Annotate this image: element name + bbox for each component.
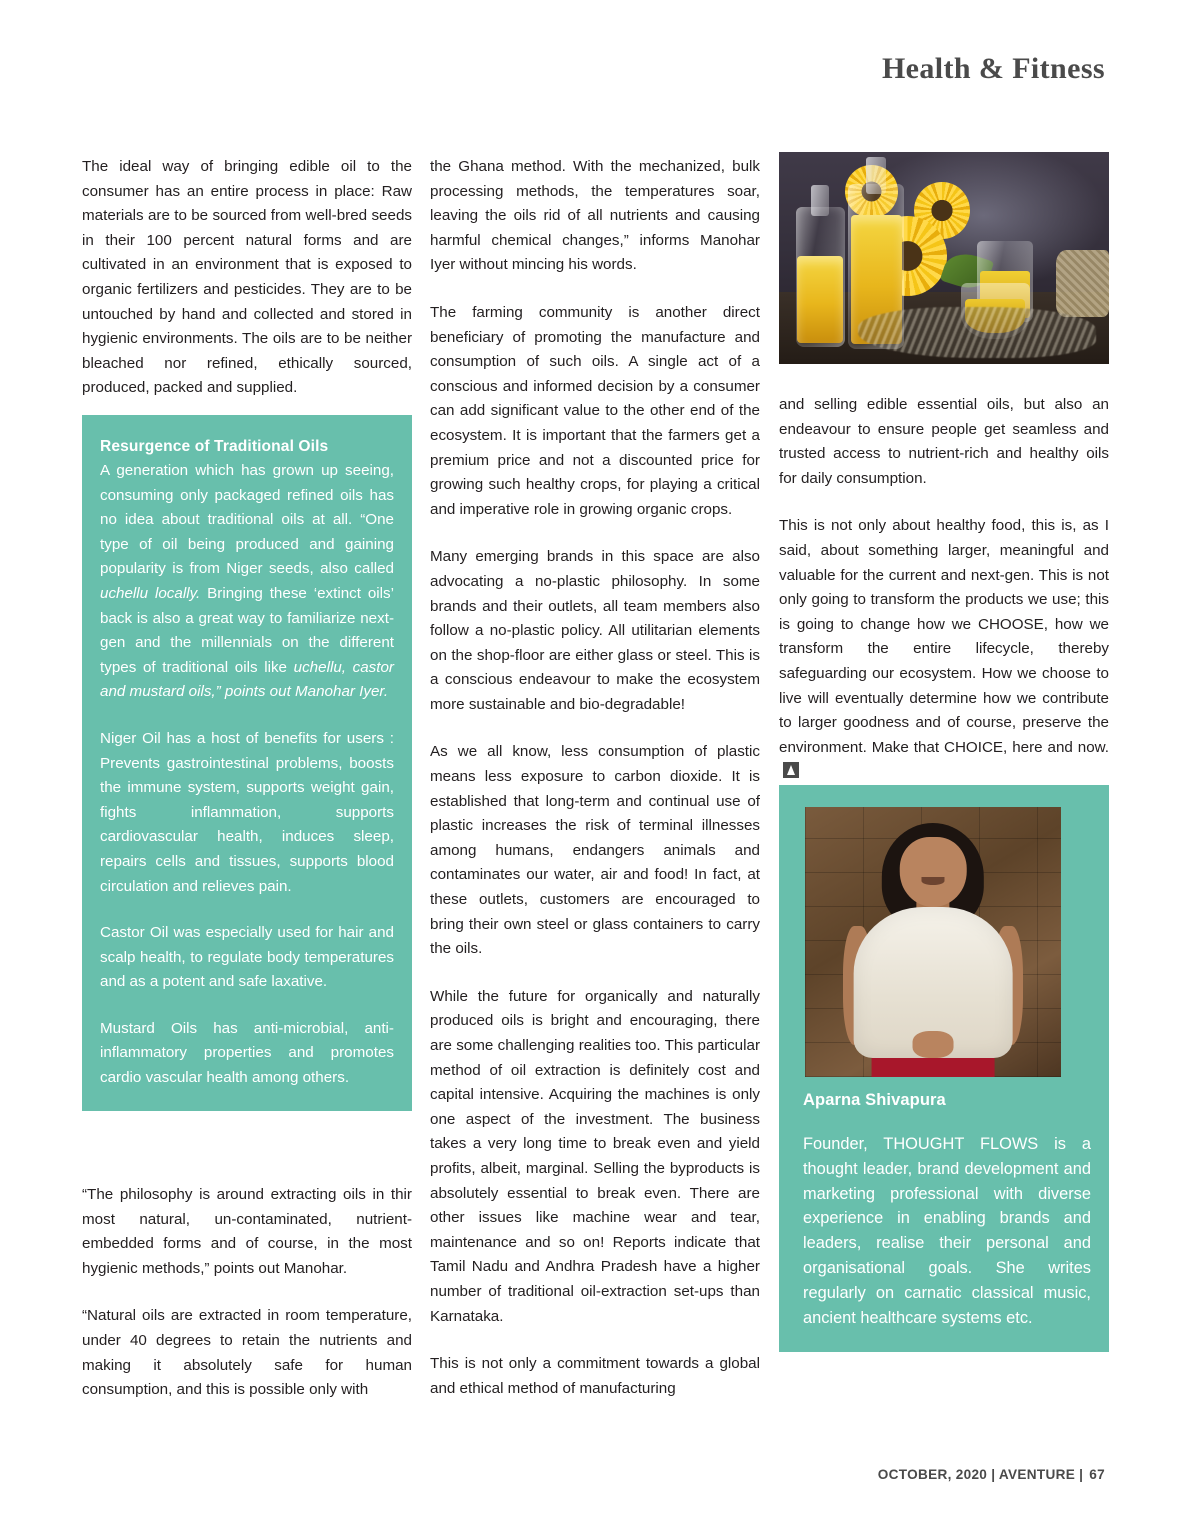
sunflower-oil-photo (779, 152, 1109, 364)
footer-issue: OCTOBER, 2020 | AVENTURE | (877, 1467, 1084, 1482)
oil-fill (797, 256, 843, 343)
column-three (779, 393, 1109, 785)
oil-bottle (796, 207, 846, 347)
end-of-article-icon (783, 762, 799, 778)
paragraph: Many emerging brands in this space are also advocating a no-plastic philosophy. In some brands and their outlets, all team members also follow a no-plastic policy. All utilitarian elements on the shop-floor are either glass or steel. This is a conscious endeavour to make the ecosystem more sustainable and bio-degradable! (430, 548, 760, 713)
paragraph: The farming community is another direct beneficiary of promoting the manufacture and consumption of such oils. A single act of a conscious and informed decision by a consumer can add significant value to the other end of the ecosystem. It is important that the farmers get a premium price and not a discounted price for growing such healthy crops, for playing a critical and imperative role in growing organic crops. (430, 303, 760, 518)
paragraph: the Ghana method. With the mechanized, bulk processing methods, the temperatures soar, leaving the oils rid of all nutrients and causing harmful chemical changes,” informs Manohar Iyer without mincing his words. (430, 158, 760, 274)
author-name: Aparna Shivapura (803, 1091, 946, 1109)
person-face (900, 837, 967, 907)
sidebar-callout-box (82, 415, 412, 1111)
column-one-top (82, 155, 412, 401)
paragraph: This is not only a commitment towards a global and ethical method of manufacturing (430, 1355, 760, 1397)
paragraph: The ideal way of bringing edible oil to the consumer has an entire process in place: Raw materials are to be sourced from well-bred seeds in their 100 percent natural forms and are cultivated in an environment that is exposed to organic fertilizers and pesticides. They are to be untouched by hand and collected and stored in hygienic environments. The oils are to be neither bleached nor refined, ethically sourced, produced, packed and supplied. (82, 158, 412, 397)
page-section-header: Health & Fitness (881, 52, 1105, 85)
sidebar-paragraph (100, 459, 394, 705)
sidebar-heading: Resurgence of Traditional Oils (100, 438, 329, 455)
person-hands (913, 1031, 954, 1058)
author-bio-text: Founder, THOUGHT FLOWS is a thought leader, brand development and marketing professional with diverse experience in enabling brands and leaders, realise their personal and organisational goals. She writes regularly on carnatic classical music, ancient healthcare systems etc. (803, 1135, 1091, 1327)
burlap-sack (1056, 250, 1109, 318)
paragraph-final (779, 514, 1109, 785)
paragraph-text: This is not only about healthy food, this is, as I said, about something larger, meaningful and valuable for the current and next-gen. This is not only going to transform the products we use; this is going to change how we CHOOSE, how we transform the entire lifecycle, thereby safeguarding our ecosystem. How we choose to live will eventually determine how we contribute to larger goodness and of course, preserve the environment. Make that CHOICE, here and now. (779, 517, 1109, 756)
paragraph: “Natural oils are extracted in room temperature, under 40 degrees to retain the nutrients and making it absolutely safe for human consumption, and this is possible only with (82, 1307, 412, 1399)
column-one-bottom (82, 1183, 412, 1403)
sidebar-paragraph: Mustard Oils has anti-microbial, anti-inflammatory properties and promotes cardio vascular health among others. (100, 1019, 394, 1087)
sidebar-text-part: Bringing these ‘extinct oils’ back is also a great way to familiarize next-gen and the millennials on the different types of traditional oils like (100, 584, 394, 676)
photo-scene (779, 152, 1109, 364)
sidebar-italic-term: uchellu locally. (100, 584, 201, 602)
author-bio-box (779, 785, 1109, 1352)
sidebar-paragraph: Castor Oil was especially used for hair and scalp health, to regulate body temperatures and as a potent and safe laxative. (100, 924, 394, 991)
paragraph: As we all know, less consumption of plastic means less exposure to carbon dioxide. It is established that long-term and continual use of plastic increases the risk of terminal illnesses among humans, endangers animals and contaminates our water, air and food! In fact, at these outlets, customers are encouraged to bring their own steel or glass containers to carry the oils. (430, 743, 760, 958)
paragraph: While the future for organically and naturally produced oils is bright and encouraging, there are some challenging realities too. This particular method of oil extraction is definitely cost and capital intensive. Acquiring the machines is only one aspect of the investment. The business takes a very long time to break even and yield profits, albeit, marginal. Selling the byproducts is absolutely essential to break even. There are other issues like machine wear and tear, maintenance and so on! Reports indicate that Tamil Nadu and Andhra Pradesh have a higher number of traditional oil-extraction set-ups than Karnataka. (430, 987, 760, 1325)
paragraph: and selling edible essential oils, but also an endeavour to ensure people get seamless and trusted access to nutrient-rich and healthy oils for daily consumption. (779, 396, 1109, 487)
sidebar-text-part: A generation which has grown up seeing, consuming only packaged refined oils has no idea about traditional oils at all. “One type of oil being produced and gaining popularity is from Niger seeds, also called (100, 462, 394, 578)
sunflower-seeds (858, 307, 1096, 358)
sidebar-italic-quote: uchellu, castor and mustard oils,” points out Manohar Iyer. (100, 658, 394, 701)
sidebar-paragraph: Niger Oil has a host of benefits for users : Prevents gastrointestinal problems, boosts the immune system, supports weight gain, fights inflammation, supports cardiovascular health, induces sleep, repairs cells and tissues, supports blood circulation and relieves pain. (100, 729, 394, 895)
bottle-neck (866, 157, 886, 193)
author-portrait-photo (805, 807, 1061, 1077)
bottle-neck (811, 185, 829, 216)
column-two (430, 155, 760, 1401)
page-footer (878, 1467, 1105, 1482)
footer-page-number: 67 (1089, 1467, 1105, 1482)
paragraph: “The philosophy is around extracting oils in thir most natural, un-contaminated, nutrient-embedded forms and of course, in the most hygienic methods,” points out Manohar. (82, 1186, 412, 1277)
